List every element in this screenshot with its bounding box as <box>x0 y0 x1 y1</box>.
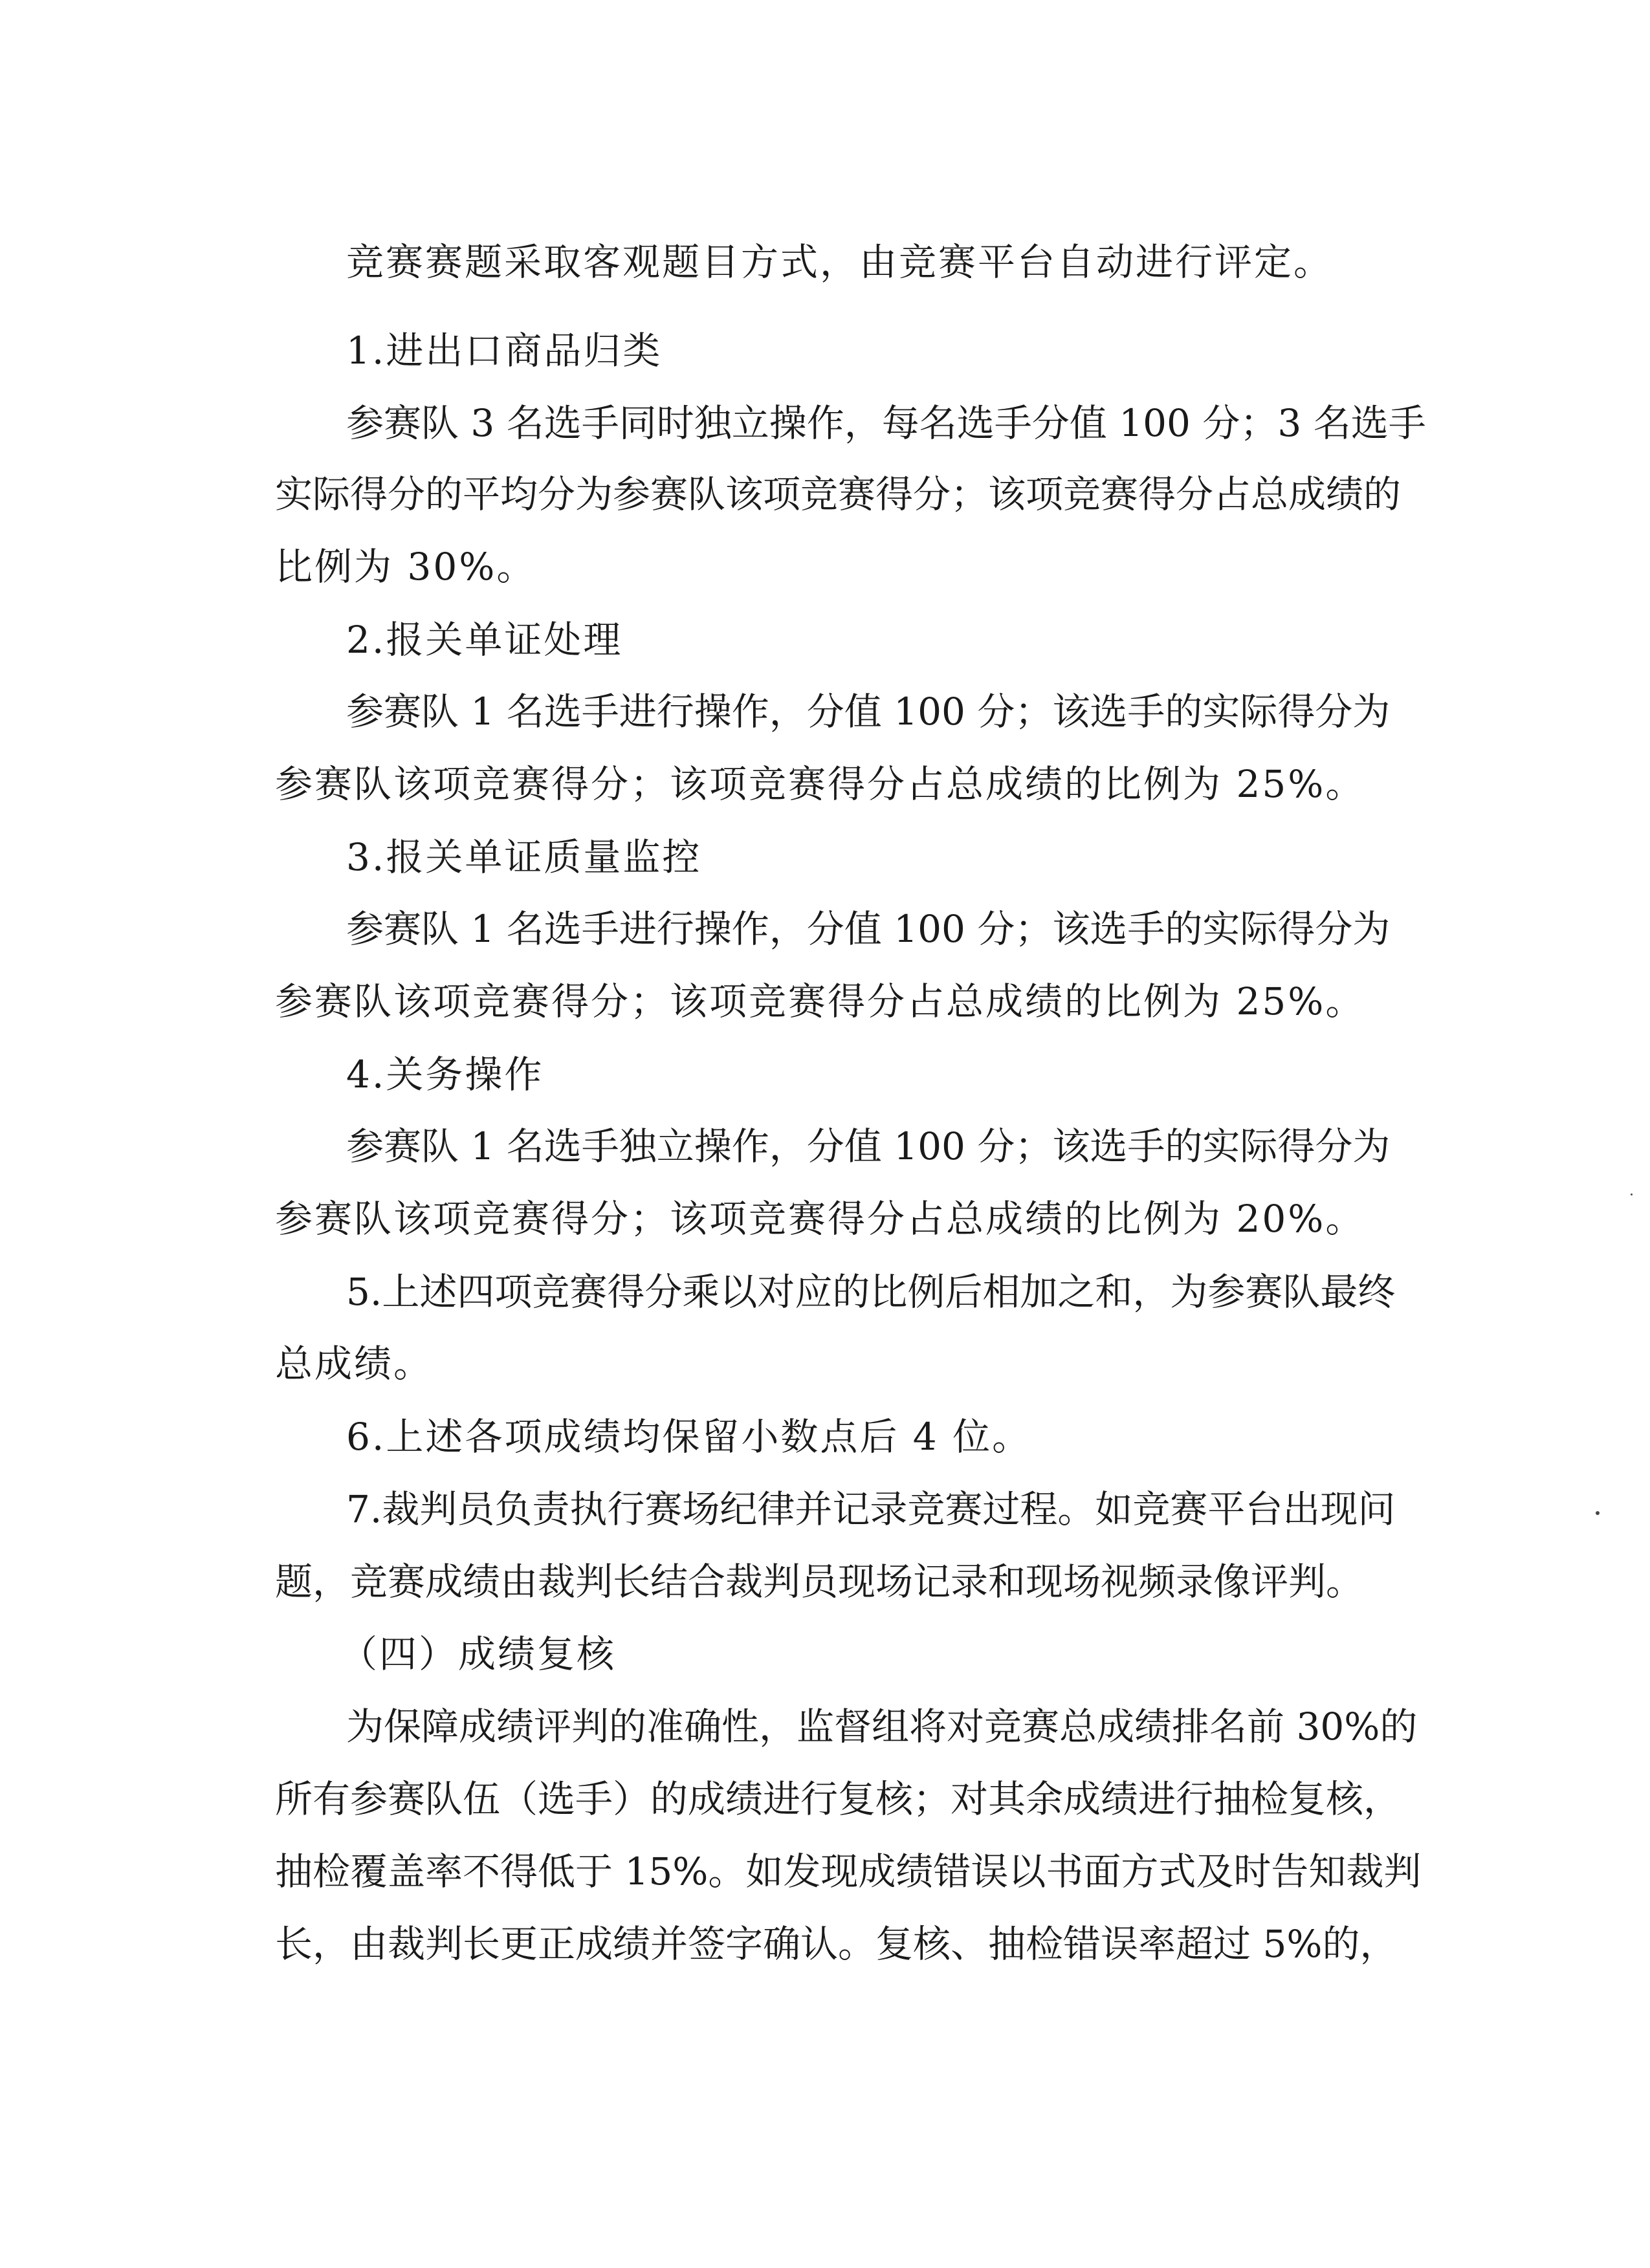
review-text-line-1: 为保障成绩评判的准确性，监督组将对竞赛总成绩排名前 30%的 <box>346 1705 1418 1749</box>
scan-speck <box>1631 1194 1633 1195</box>
paragraph-intro: 竞赛赛题采取客观题目方式，由竞赛平台自动进行评定。 <box>346 240 1334 284</box>
item-3-heading: 3.报关单证质量监控 <box>346 835 702 879</box>
item-1-text-line-2: 实际得分的平均分为参赛队该项竞赛得分；该项竞赛得分占总成绩的 <box>275 472 1402 516</box>
item-4-text-line-2: 参赛队该项竞赛得分；该项竞赛得分占总成绩的比例为 20%。 <box>275 1197 1365 1241</box>
review-text-line-2: 所有参赛队伍（选手）的成绩进行复核；对其余成绩进行抽检复核， <box>275 1777 1402 1821</box>
item-7-text-line-2: 题，竞赛成绩由裁判长结合裁判员现场记录和现场视频录像评判。 <box>275 1560 1364 1604</box>
section-4-heading: （四）成绩复核 <box>340 1632 617 1676</box>
review-text-line-3: 抽检覆盖率不得低于 15%。如发现成绩错误以书面方式及时告知裁判 <box>275 1849 1422 1893</box>
item-3-text-line-2: 参赛队该项竞赛得分；该项竞赛得分占总成绩的比例为 25%。 <box>275 979 1365 1023</box>
item-7-text-line-1: 7.裁判员负责执行赛场纪律并记录竞赛过程。如竞赛平台出现问 <box>346 1487 1396 1531</box>
item-1-text-line-3: 比例为 30%。 <box>275 545 536 589</box>
item-4-text-line-1: 参赛队 1 名选手独立操作，分值 100 分；该选手的实际得分为 <box>346 1124 1391 1168</box>
item-3-text-line-1: 参赛队 1 名选手进行操作，分值 100 分；该选手的实际得分为 <box>346 907 1391 951</box>
item-2-text-line-2: 参赛队该项竞赛得分；该项竞赛得分占总成绩的比例为 25%。 <box>275 762 1365 806</box>
item-1-text-line-1: 参赛队 3 名选手同时独立操作，每名选手分值 100 分；3 名选手 <box>346 401 1426 445</box>
item-5-text-line-1: 5.上述四项竞赛得分乘以对应的比例后相加之和，为参赛队最终 <box>346 1270 1396 1314</box>
item-6-text: 6.上述各项成绩均保留小数点后 4 位。 <box>346 1415 1032 1459</box>
review-text-line-4: 长，由裁判长更正成绩并签字确认。复核、抽检错误率超过 5%的， <box>275 1922 1398 1966</box>
scan-speck <box>1596 1511 1600 1515</box>
item-5-text-line-2: 总成绩。 <box>275 1342 434 1386</box>
item-1-heading: 1.进出口商品归类 <box>346 329 663 373</box>
item-4-heading: 4.关务操作 <box>346 1052 544 1096</box>
item-2-heading: 2.报关单证处理 <box>346 618 623 662</box>
item-2-text-line-1: 参赛队 1 名选手进行操作，分值 100 分；该选手的实际得分为 <box>346 690 1391 734</box>
